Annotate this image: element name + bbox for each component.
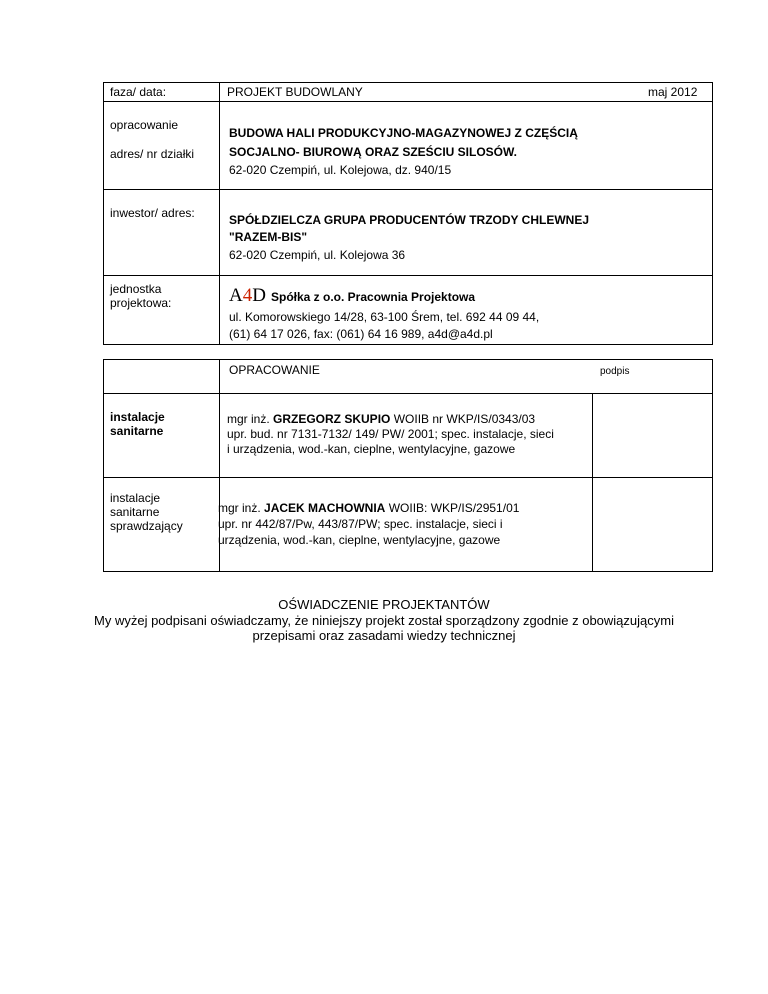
checker-role-line1: instalacje <box>110 491 161 505</box>
designer-name-line <box>227 412 535 427</box>
designer-reg: WOIIB nr WKP/IS/0343/03 <box>390 412 536 426</box>
designer-role-line2: sanitarne <box>110 424 164 438</box>
statement-title: OŚWIADCZENIE PROJEKTANTÓW <box>278 597 490 612</box>
checker-name-line <box>218 501 519 516</box>
faza-label: faza/ data: <box>110 85 167 99</box>
checker-permit: upr. nr 442/87/Pw, 443/87/PW; spec. instalacje, sieci i <box>218 517 503 531</box>
firm-name: Spółka z o.o. Pracownia Projektowa <box>271 290 476 304</box>
checker-name: JACEK MACHOWNIA <box>264 501 386 515</box>
inwestor-line1: SPÓŁDZIELCZA GRUPA PRODUCENTÓW TRZODY CHLEWNEJ <box>229 213 589 227</box>
inwestor-label: inwestor/ adres: <box>110 206 195 220</box>
faza-value: PROJEKT BUDOWLANY <box>227 85 363 99</box>
checker-spec: urządzenia, wod.-kan, cieplne, wentylacyjne, gazowe <box>218 533 501 547</box>
designer-spec: i urządzenia, wod.-kan, cieplne, wentylacyjne, gazowe <box>227 442 516 456</box>
statement-line1: My wyżej podpisani oświadczamy, że niniejszy projekt został sporządzony zgodnie z obowiązującymi <box>94 613 674 628</box>
logo-letter-d: D <box>252 285 266 306</box>
date-value: maj 2012 <box>648 85 698 99</box>
jednostka-label: jednostka <box>110 282 162 296</box>
firm-address-2: (61) 64 17 026, fax: (061) 64 16 989, a4d@a4d.pl <box>229 327 493 341</box>
projektowa-label: projektowa: <box>110 296 172 310</box>
opracowanie-label: opracowanie <box>110 118 179 132</box>
project-address: 62-020 Czempiń, ul. Kolejowa, dz. 940/15 <box>229 163 452 177</box>
adres-label: adres/ nr działki <box>110 147 195 161</box>
designer-name: GRZEGORZ SKUPIO <box>273 412 391 426</box>
checker-title: mgr inż. <box>218 501 265 515</box>
project-title-line2: SOCJALNO- BIUROWĄ ORAZ SZEŚCIU SILOSÓW. <box>229 145 518 159</box>
opracowanie-heading: OPRACOWANIE <box>229 363 320 377</box>
checker-reg: WOIIB: WKP/IS/2951/01 <box>385 501 520 515</box>
designer-permit: upr. bud. nr 7131-7132/ 149/ PW/ 2001; spec. instalacje, sieci <box>227 427 554 441</box>
logo-digit-4: 4 <box>242 285 253 306</box>
project-title-line1: BUDOWA HALI PRODUKCYJNO-MAGAZYNOWEJ Z CZĘŚCIĄ <box>229 126 578 140</box>
checker-role-line2: sanitarne <box>110 505 160 519</box>
inwestor-address: 62-020 Czempiń, ul. Kolejowa 36 <box>229 248 406 262</box>
podpis-heading: podpis <box>600 366 630 377</box>
inwestor-line2: "RAZEM-BIS" <box>229 230 308 244</box>
checker-role-line3: sprawdzający <box>110 519 183 533</box>
a4d-logo <box>229 286 266 306</box>
logo-letter-a: A <box>229 285 243 306</box>
designer-role-line1: instalacje <box>110 410 165 424</box>
statement-line2: przepisami oraz zasadami wiedzy technicznej <box>252 628 516 643</box>
designer-title: mgr inż. <box>227 412 274 426</box>
firm-address-1: ul. Komorowskiego 14/28, 63-100 Śrem, tel. 692 44 09 44, <box>229 310 540 324</box>
